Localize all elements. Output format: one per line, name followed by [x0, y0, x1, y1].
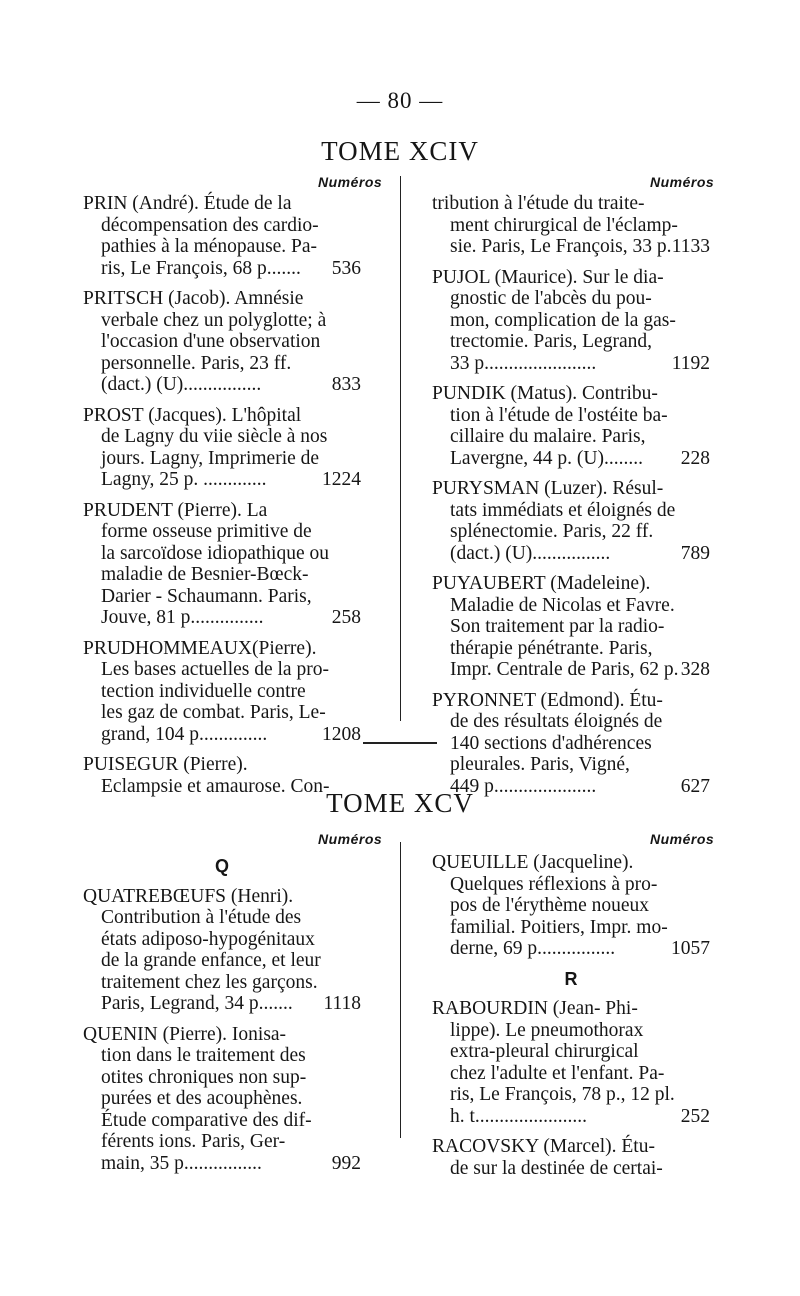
- entry-number: 1057: [671, 938, 710, 959]
- numeros-header-right: Numéros: [650, 174, 715, 190]
- entry-line: RACOVSKY (Marcel). Étu-: [432, 1136, 655, 1157]
- entry-line: PURYSMAN (Luzer). Résul-: [432, 478, 664, 499]
- entry-line: traitement chez les garçons.: [101, 971, 318, 993]
- entry-line: Impr. Centrale de Paris, 62 p. 328: [450, 659, 710, 680]
- entry-number: 258: [331, 607, 361, 628]
- entry-line: les gaz de combat. Paris, Le-: [101, 702, 326, 723]
- entry-line: maladie de Besnier-Bœck-: [101, 564, 309, 585]
- entry-line: 33 p....................... 1192: [450, 352, 710, 374]
- entry-line: tion dans le traitement des: [101, 1045, 306, 1066]
- entry-line: pos de l'érythème noueux: [450, 895, 649, 916]
- entry-line: PUJOL (Maurice). Sur le dia-: [432, 266, 664, 288]
- entry-line: PUISEGUR (Pierre).: [83, 754, 248, 775]
- index-entry: [83, 886, 361, 1015]
- entry-line: Quelques réflexions à pro-: [450, 873, 658, 895]
- entry-line: tection individuelle contre: [101, 680, 306, 702]
- tome2-left-column: [83, 850, 361, 1183]
- index-entry: [432, 478, 710, 564]
- entry-line: Darier - Schaumann. Paris,: [101, 585, 312, 607]
- entry-line: verbale chez un polyglotte; à: [101, 309, 327, 331]
- entry-line: purées et des acouphènes.: [101, 1088, 303, 1109]
- entry-line: Son traitement par la radio-: [450, 616, 665, 637]
- entry-line: Étude comparative des dif-: [101, 1109, 312, 1131]
- tome-title-xciv: TOME XCIV: [321, 136, 479, 166]
- entry-line: pathies à la ménopause. Pa-: [101, 236, 318, 257]
- entry-number: 1224: [322, 469, 361, 490]
- entry-line: Maladie de Nicolas et Favre.: [450, 594, 675, 616]
- entry-line: tats immédiats et éloignés de: [450, 499, 676, 521]
- entry-line: QUEUILLE (Jacqueline).: [432, 852, 634, 873]
- entry-number: 228: [680, 447, 710, 469]
- index-entry: [83, 500, 361, 629]
- entry-number: 992: [331, 1152, 361, 1174]
- entry-line: trectomie. Paris, Legrand,: [450, 331, 652, 352]
- section-letter-r: R: [564, 968, 578, 989]
- entry-line: PUNDIK (Matus). Contribu-: [432, 383, 658, 404]
- entry-line: PROST (Jacques). L'hôpital: [83, 404, 302, 426]
- index-entry: [83, 193, 361, 279]
- entry-line: (dact.) (U)................ 833: [101, 374, 361, 395]
- entry-line: Contribution à l'étude des: [101, 907, 302, 928]
- entry-line: otites chroniques non sup-: [101, 1066, 307, 1088]
- entry-line: forme osseuse primitive de: [101, 521, 312, 542]
- page-number: — 80 —: [356, 88, 444, 113]
- entry-line: PRIN (André). Étude de la: [83, 193, 292, 214]
- numeros-header-left-2: Numéros: [318, 831, 383, 847]
- section-letter-q: Q: [214, 856, 229, 876]
- index-entry: [83, 405, 361, 491]
- index-entry: [432, 573, 710, 681]
- index-entry: [432, 1136, 710, 1179]
- entry-line: 449 p..................... 627: [450, 775, 710, 797]
- tome-title-xcv: TOME XCV: [326, 788, 474, 818]
- entry-line: splénectomie. Paris, 22 ff.: [450, 521, 654, 542]
- entry-line: de Lagny du viie siècle à nos: [101, 426, 328, 447]
- entry-number: 252: [680, 1105, 710, 1127]
- entry-line: sie. Paris, Le François, 33 p. 1133: [450, 236, 710, 257]
- index-entry: [432, 690, 710, 798]
- entry-line: PUYAUBERT (Madeleine).: [432, 573, 651, 594]
- tome1-right-column: [432, 193, 710, 806]
- entry-number: 1192: [671, 352, 710, 374]
- entry-line: l'occasion d'une observation: [101, 331, 321, 352]
- entry-number: 789: [680, 542, 710, 564]
- entry-line: cillaire du malaire. Paris,: [450, 426, 646, 447]
- index-entry: [83, 1024, 361, 1175]
- entry-line: Jouve, 81 p............... 258: [101, 607, 361, 628]
- entry-line: derne, 69 p................ 1057: [450, 938, 710, 959]
- entry-number: 1208: [322, 723, 361, 745]
- entry-number: 1133: [671, 236, 710, 257]
- numeros-header-right-2: Numéros: [650, 831, 715, 847]
- index-entry: [83, 638, 361, 746]
- tome1-left-column: [83, 193, 361, 806]
- entry-line: QUENIN (Pierre). Ionisa-: [83, 1023, 287, 1045]
- entry-line: Lavergne, 44 p. (U)........ 228: [450, 447, 710, 469]
- entry-line: Les bases actuelles de la pro-: [101, 659, 329, 680]
- entry-line: la sarcoïdose idiopathique ou: [101, 542, 329, 564]
- entry-line: jours. Lagny, Imprimerie de: [101, 447, 320, 469]
- index-entry: [432, 383, 710, 469]
- index-entry: [432, 267, 710, 375]
- entry-line: Eclampsie et amaurose. Con-: [101, 775, 330, 797]
- column-divider: [400, 176, 401, 721]
- entry-line: de la grande enfance, et leur: [101, 950, 321, 971]
- section-rule: [363, 742, 437, 744]
- entry-line: chez l'adulte et l'enfant. Pa-: [450, 1062, 665, 1084]
- entry-line: Lagny, 25 p. ............. 1224: [101, 469, 361, 490]
- entry-line: QUATREBŒUFS (Henri).: [83, 885, 294, 907]
- entry-line: de sur la destinée de certai-: [450, 1157, 663, 1179]
- entry-line: ris, Le François, 78 p., 12 pl.: [450, 1084, 675, 1105]
- index-entry: [83, 288, 361, 396]
- index-entry: [432, 193, 710, 258]
- entry-number: 833: [331, 374, 361, 395]
- entry-line: décompensation des cardio-: [101, 214, 319, 236]
- entry-line: h. t....................... 252: [450, 1105, 710, 1127]
- column-divider-2: [400, 842, 401, 1138]
- entry-line: extra-pleural chirurgical: [450, 1041, 639, 1062]
- entry-line: thérapie pénétrante. Paris,: [450, 637, 653, 659]
- entry-line: grand, 104 p.............. 1208: [101, 723, 361, 745]
- tome2-right-column: [432, 852, 710, 1188]
- entry-line: lippe). Le pneumothorax: [450, 1019, 644, 1041]
- entry-line: gnostic de l'abcès du pou-: [450, 288, 652, 309]
- entry-line: mon, complication de la gas-: [450, 309, 676, 331]
- entry-line: tion à l'étude de l'ostéite ba-: [450, 404, 668, 426]
- entry-number: 536: [331, 257, 361, 279]
- entry-number: 328: [680, 659, 710, 680]
- entry-line: pleurales. Paris, Vigné,: [450, 754, 630, 775]
- entry-line: 140 sections d'adhérences: [450, 732, 652, 754]
- entry-line: tribution à l'étude du traite-: [432, 193, 645, 214]
- index-entry: [432, 852, 710, 960]
- index-entry: [432, 998, 710, 1127]
- entry-line: Paris, Legrand, 34 p....... 1118: [101, 993, 361, 1014]
- entry-line: férents ions. Paris, Ger-: [101, 1131, 286, 1152]
- entry-line: PYRONNET (Edmond). Étu-: [432, 689, 663, 711]
- entry-number: 1118: [323, 993, 361, 1014]
- entry-line: (dact.) (U)................ 789: [450, 542, 710, 564]
- entry-line: personnelle. Paris, 23 ff.: [101, 352, 292, 374]
- entry-line: familial. Poitiers, Impr. mo-: [450, 916, 668, 938]
- entry-line: de des résultats éloignés de: [450, 711, 663, 732]
- entry-line: PRITSCH (Jacob). Amnésie: [83, 288, 304, 309]
- entry-line: PRUDHOMMEAUX(Pierre).: [83, 637, 317, 659]
- entry-line: PRUDENT (Pierre). La: [83, 499, 268, 521]
- numeros-header-left: Numéros: [318, 174, 383, 190]
- entry-line: ment chirurgical de l'éclamp-: [450, 214, 678, 236]
- entry-number: 627: [680, 775, 710, 797]
- entry-line: RABOURDIN (Jean- Phi-: [432, 998, 638, 1019]
- entry-line: ris, Le François, 68 p....... 536: [101, 257, 361, 279]
- entry-line: main, 35 p................ 992: [101, 1152, 361, 1174]
- entry-line: états adiposo-hypogénitaux: [101, 928, 315, 950]
